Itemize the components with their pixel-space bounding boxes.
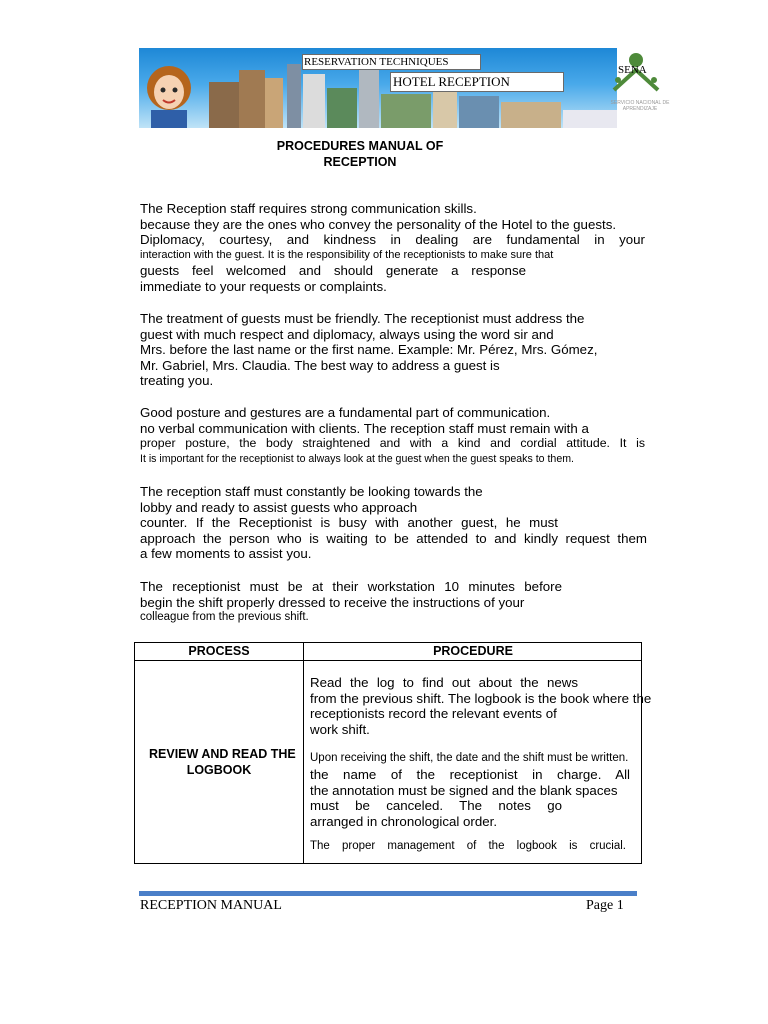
text-line: Diplomacy, courtesy, and kindness in dealing are fundamental in your (140, 232, 645, 248)
sena-logo-subtext: SERVICIO NACIONAL DE APRENDIZAJE (610, 100, 670, 112)
table-divider (303, 643, 304, 863)
text-line: guests feel welcomed and should generate a response (140, 263, 526, 279)
process-line: LOGBOOK (186, 763, 252, 777)
procedure-line: the annotation must be signed and the blank spaces (310, 782, 618, 798)
table-divider (135, 660, 641, 661)
footer-title: RECEPTION MANUAL (140, 898, 282, 913)
text-line: proper posture, the body straightened and with a kind and cordial attitude. It is (140, 436, 645, 451)
text-line: The treatment of guests must be friendly. The receptionist must address the (140, 311, 585, 326)
text-line: lobby and ready to assist guests who approach (140, 499, 418, 515)
procedure-line: the name of the receptionist in charge. All (310, 766, 630, 782)
text-line: no verbal communication with clients. The reception staff must remain with a (140, 420, 589, 436)
text-line: Mrs. before the last name or the first name. Example: Mr. Pérez, Mrs. Gómez, (140, 342, 598, 358)
text-line: colleague from the previous shift. (140, 611, 309, 624)
process-line: REVIEW AND READ THE (149, 747, 296, 761)
page-title (230, 138, 490, 170)
text-line: Mr. Gabriel, Mrs. Claudia. The best way to address a guest is (140, 357, 500, 373)
text-line: Good posture and gestures are a fundamental part of communication. (140, 405, 551, 420)
banner-label-hotel-reception: HOTEL RECEPTION (390, 72, 564, 92)
banner-label-reservation-techniques: RESERVATION TECHNIQUES (302, 54, 481, 70)
procedure-line: Read the log to find out about the news (310, 675, 578, 690)
page-number: Page 1 (586, 898, 624, 913)
title-line: PROCEDURES MANUAL OF (276, 139, 444, 153)
process-table (134, 642, 652, 864)
title-line: RECEPTION (323, 155, 397, 169)
text-line: interaction with the guest. It is the responsibility of the receptionists to make sure that (140, 248, 554, 261)
text-line: because they are the ones who convey the personality of the Hotel to the guests. (140, 216, 617, 232)
paragraph-treatment (140, 311, 645, 389)
text-line: immediate to your requests or complaints. (140, 278, 387, 294)
text-line: approach the person who is waiting to be attended to and kindly request them (140, 530, 647, 546)
text-line: The Reception staff requires strong communication skills. (140, 201, 477, 216)
sena-logo-text: SENA (618, 64, 647, 76)
table-header-process: PROCESS (188, 644, 250, 658)
procedure-line: receptionists record the relevant events of (310, 706, 557, 722)
paragraph-workstation (140, 579, 645, 626)
text-line: counter. If the Receptionist is busy with another guest, he must (140, 515, 558, 531)
procedure-line: must be canceled. The notes go (310, 798, 562, 814)
procedure-line: from the previous shift. The logbook is the book where the (310, 690, 652, 706)
text-line: The receptionist must be at their workstation 10 minutes before (140, 579, 562, 594)
text-line: The reception staff must constantly be looking towards the (140, 484, 483, 499)
text-line: It is important for the receptionist to always look at the guest when the guest speaks to them. (140, 452, 574, 465)
procedure-line: Upon receiving the shift, the date and the shift must be written. (310, 752, 629, 765)
footer-rule (139, 891, 637, 896)
table-header-procedure: PROCEDURE (433, 644, 513, 658)
text-line: treating you. (140, 373, 214, 389)
paragraph-lobby (140, 484, 645, 562)
procedure-line: work shift. (310, 721, 370, 737)
procedure-line: arranged in chronological order. (310, 813, 498, 829)
text-line: a few moments to assist you. (140, 546, 312, 562)
table-cell-procedure (310, 675, 652, 855)
procedure-line: The proper management of the logbook is crucial. (310, 840, 626, 853)
paragraph-posture (140, 405, 645, 467)
table-cell-process (135, 746, 303, 778)
text-line: guest with much respect and diplomacy, always using the word sir and (140, 326, 554, 342)
paragraph-communication (140, 201, 645, 295)
text-line: begin the shift properly dressed to receive the instructions of your (140, 594, 525, 610)
